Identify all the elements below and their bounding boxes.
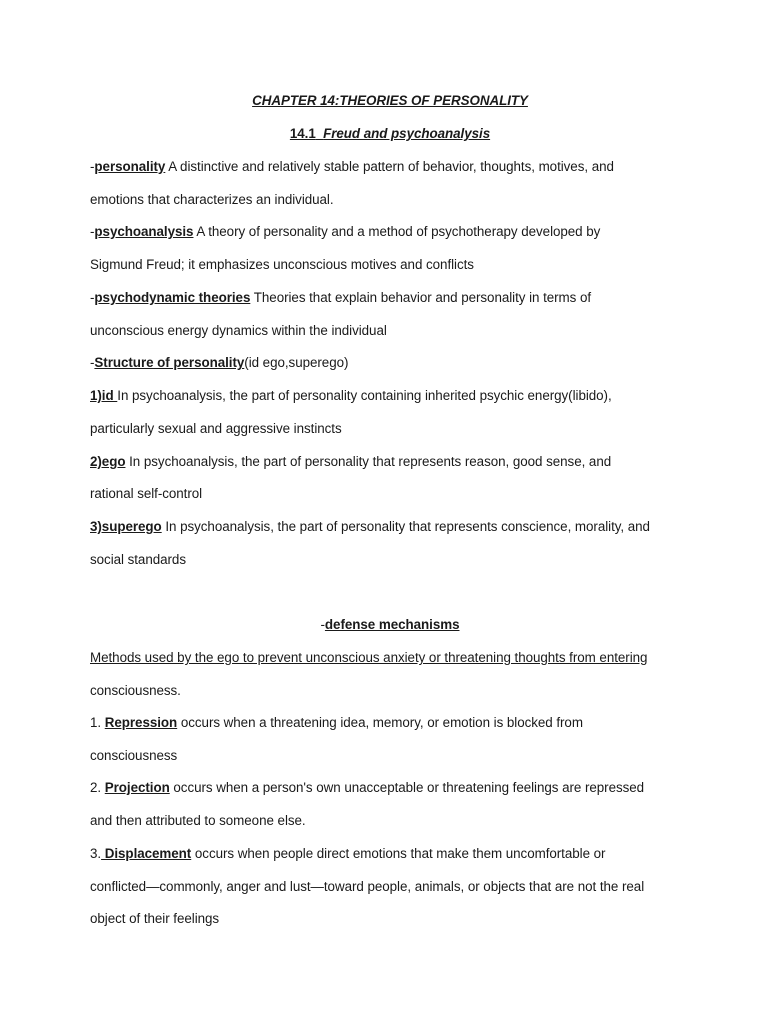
- structure-text: (id ego,superego): [244, 355, 349, 370]
- section-title: Freud and psychoanalysis: [323, 126, 491, 141]
- term-structure: Structure of personality: [94, 355, 245, 370]
- definition-psychoanalysis-cont: Sigmund Freud; it emphasizes unconscious motives and conflicts: [90, 257, 474, 272]
- definition-ego-cont: rational self-control: [90, 486, 203, 501]
- item-text: occurs when a person's own unacceptable or threatening feelings are repressed: [169, 780, 645, 795]
- definition-psychodynamic-cont: unconscious energy dynamics within the individual: [90, 323, 387, 338]
- term-psychoanalysis: psychoanalysis: [94, 224, 194, 239]
- dash: -: [90, 355, 95, 370]
- term-displacement: Displacement: [101, 846, 192, 861]
- defense-heading-title: defense mechanisms: [324, 617, 460, 632]
- term-psychodynamic: psychodynamic theories: [94, 290, 251, 305]
- item-number: 3.: [90, 846, 102, 861]
- defense-item-repression: [90, 714, 690, 732]
- item-number: 1.: [90, 715, 105, 730]
- defense-item-projection: [90, 779, 690, 797]
- definition-psychodynamic: [90, 289, 690, 307]
- defense-item-projection-cont: and then attributed to someone else.: [90, 813, 306, 828]
- term-id: 1)id: [90, 388, 118, 403]
- definition-text: In psychoanalysis, the part of personality that represents conscience, morality, and: [161, 519, 650, 534]
- definition-text: In psychoanalysis, the part of personality that represents reason, good sense, and: [125, 454, 612, 469]
- definition-text: A distinctive and relatively stable pattern of behavior, thoughts, motives, and: [165, 159, 614, 174]
- chapter-title: CHAPTER 14:THEORIES OF PERSONALITY: [252, 93, 528, 108]
- definition-id-cont: particularly sexual and aggressive instincts: [90, 421, 342, 436]
- item-text: occurs when people direct emotions that make them uncomfortable or: [191, 846, 606, 861]
- defense-item-repression-cont: consciousness: [90, 748, 178, 763]
- term-projection: Projection: [104, 780, 170, 795]
- definition-id: [90, 387, 690, 405]
- defense-item-displacement-cont: conflicted—commonly, anger and lust—toward people, animals, or objects that are not the real: [90, 879, 645, 894]
- dash: -: [90, 290, 95, 305]
- term-superego: 3)superego: [90, 519, 162, 534]
- definition-personality: [90, 158, 690, 176]
- defense-item-displacement-cont2: object of their feelings: [90, 911, 220, 926]
- item-number: 2.: [90, 780, 105, 795]
- definition-personality-cont: emotions that characterizes an individual.: [90, 192, 334, 207]
- section-heading: [0, 125, 768, 143]
- term-repression: Repression: [104, 715, 178, 730]
- term-ego: 2)ego: [90, 454, 126, 469]
- defense-intro: [90, 649, 690, 667]
- dash: -: [90, 159, 95, 174]
- defense-intro-cont: consciousness.: [90, 683, 181, 698]
- term-personality: personality: [94, 159, 166, 174]
- definition-ego: [90, 453, 690, 471]
- dash: -: [90, 224, 95, 239]
- definition-text: A theory of personality and a method of psychotherapy developed by: [193, 224, 601, 239]
- structure-of-personality: [90, 354, 690, 372]
- definition-superego: [90, 518, 690, 536]
- definition-superego-cont: social standards: [90, 552, 186, 567]
- defense-item-displacement: [90, 845, 690, 863]
- dash: -: [320, 617, 325, 632]
- item-text: occurs when a threatening idea, memory, or emotion is blocked from: [177, 715, 583, 730]
- defense-heading: [0, 616, 768, 634]
- defense-intro-text: Methods used by the ego to prevent unconscious anxiety or threatening thoughts from entering: [90, 650, 648, 665]
- definition-text: Theories that explain behavior and personality in terms of: [250, 290, 592, 305]
- section-number: 14.1: [289, 126, 316, 141]
- definition-text: In psychoanalysis, the part of personality containing inherited psychic energy(libido),: [117, 388, 612, 403]
- definition-psychoanalysis: [90, 223, 690, 241]
